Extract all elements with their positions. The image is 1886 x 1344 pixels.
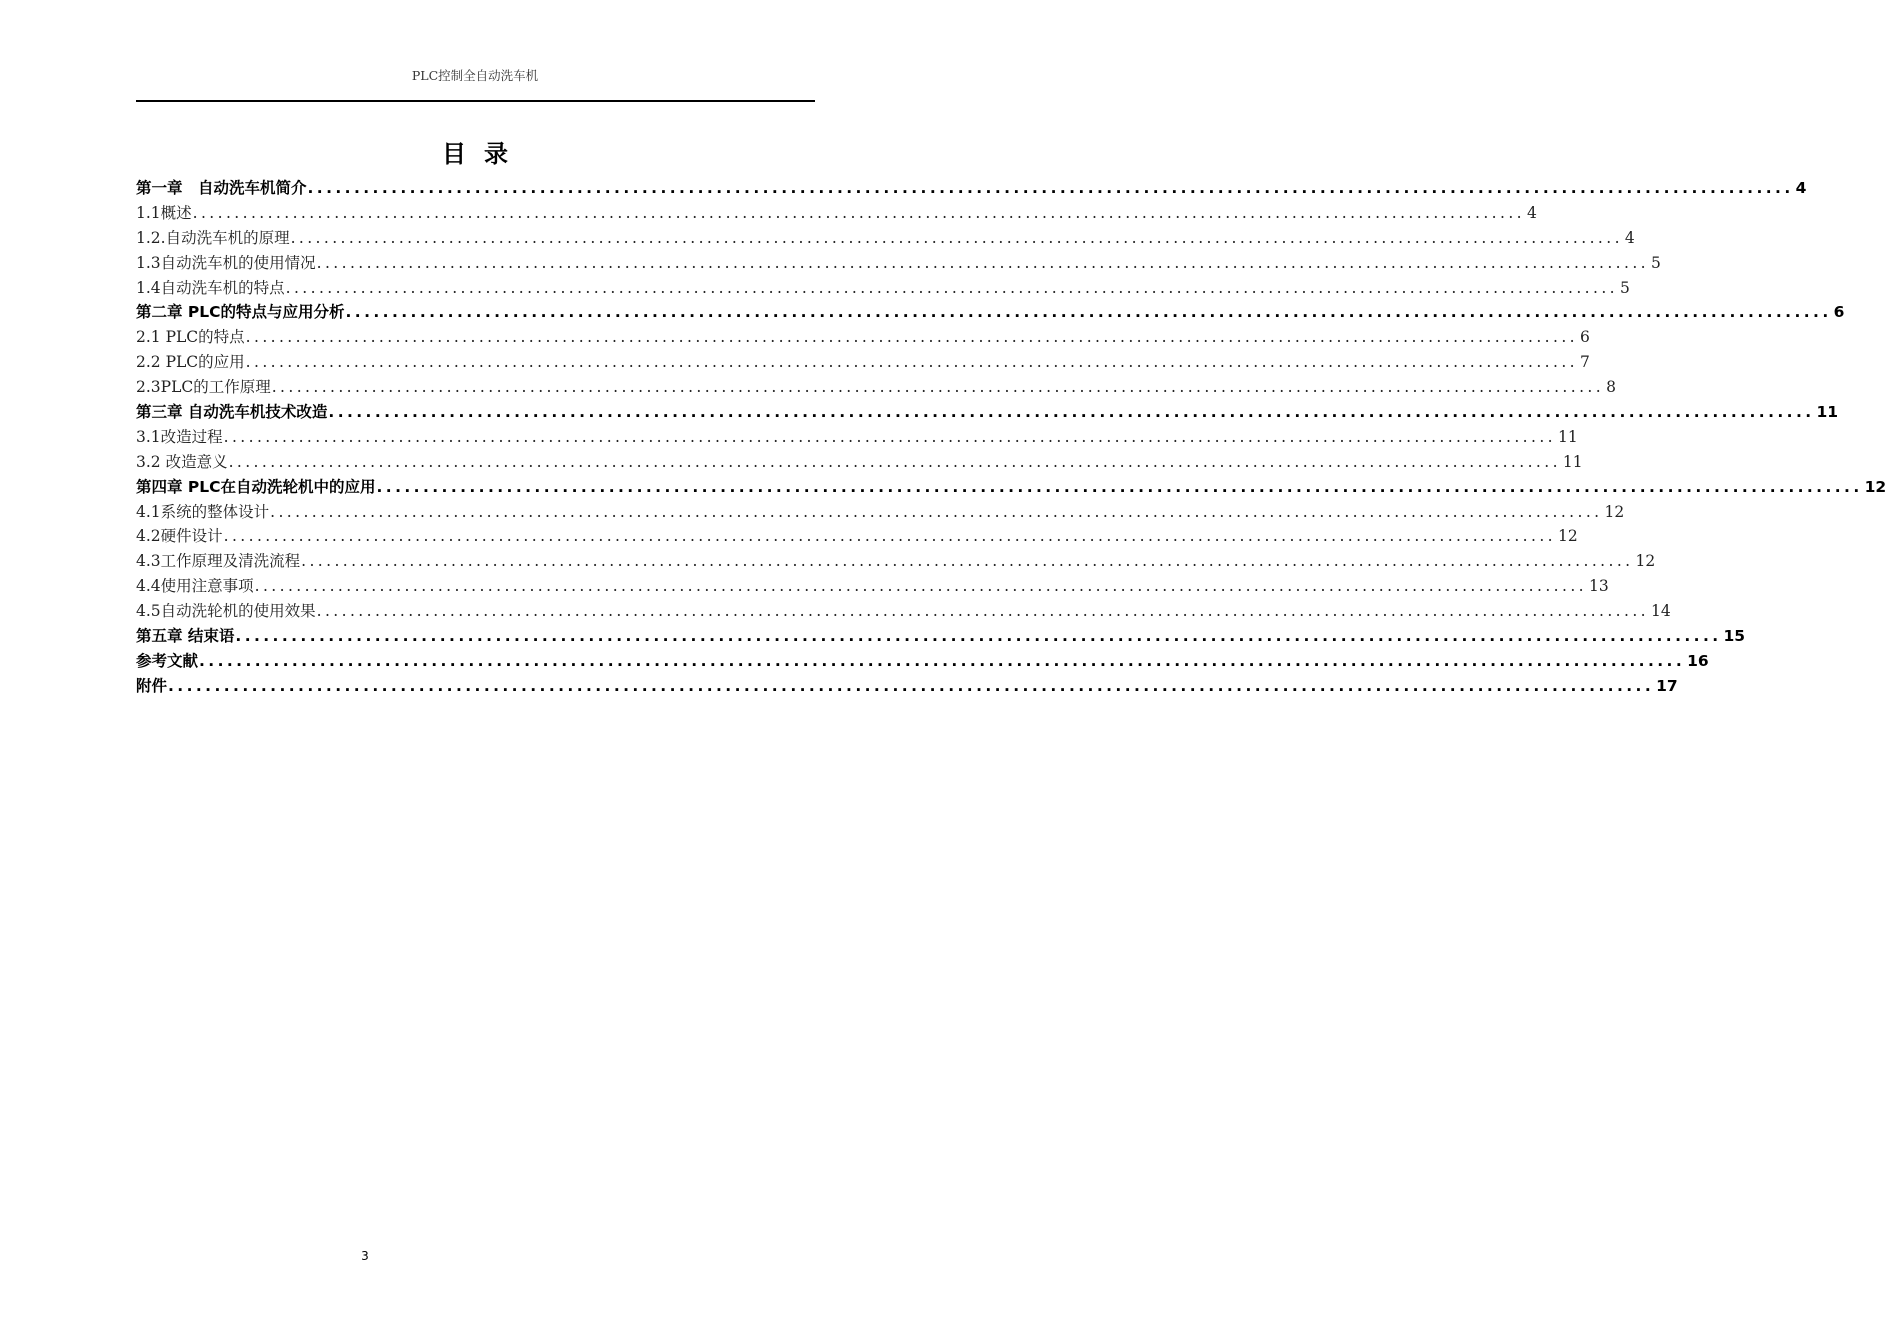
toc-entry-page: 12 <box>1557 527 1578 546</box>
toc-entry-page: 5 <box>1619 278 1630 297</box>
toc-section-entry[interactable] <box>136 276 1630 301</box>
toc-chapter-entry[interactable] <box>136 624 1746 649</box>
toc-entry-text: 3.2 改造意义 <box>136 452 228 471</box>
toc-section-entry[interactable] <box>136 425 1578 450</box>
toc-dot-leader: ................................................................................................................................................................ <box>307 179 1794 197</box>
toc-dot-leader: ................................................................................................................................................................ <box>235 627 1722 646</box>
toc-section-entry[interactable] <box>136 226 1635 251</box>
toc-entry-text: 2.2 PLC的应用 <box>136 353 245 372</box>
toc-chapter-entry[interactable] <box>136 475 1886 500</box>
toc-entry-page: 4 <box>1795 179 1807 197</box>
toc-section-entry[interactable] <box>136 375 1616 400</box>
toc-dot-leader: ................................................................................................................................................................ <box>328 403 1815 422</box>
toc-entry-text: 第五章 结束语 <box>136 627 235 646</box>
toc-entry-page: 11 <box>1816 403 1839 422</box>
toc-section-entry[interactable] <box>136 251 1661 276</box>
toc-dot-leader: ................................................................................................................................................................ <box>271 378 1605 397</box>
toc-dot-leader: ................................................................................................................................................................ <box>285 278 1618 297</box>
toc-dot-leader: ................................................................................................................................................................ <box>245 353 1578 372</box>
toc-entry-text: 4.2硬件设计 <box>136 527 223 546</box>
toc-entry-text: 2.3PLC的工作原理 <box>136 378 271 397</box>
toc-entry-text: 第三章 自动洗车机技术改造 <box>136 403 328 422</box>
page-number: 3 <box>361 1249 369 1263</box>
toc-entry-text: 1.4自动洗车机的特点 <box>136 278 285 297</box>
toc-section-entry[interactable] <box>136 524 1578 549</box>
toc-section-entry[interactable] <box>136 500 1625 525</box>
toc-entry-page: 4 <box>1526 203 1537 222</box>
toc-chapter-entry[interactable] <box>136 674 1678 699</box>
toc-dot-leader: ................................................................................................................................................................ <box>223 427 1556 446</box>
toc-entry-page: 5 <box>1650 253 1661 272</box>
toc-chapter-entry[interactable] <box>136 400 1839 425</box>
toc-dot-leader: ................................................................................................................................................................ <box>228 452 1561 471</box>
toc-entry-page: 11 <box>1562 452 1583 471</box>
header-rule <box>136 100 815 102</box>
table-of-contents <box>136 176 1886 699</box>
toc-entry-text: 参考文献 <box>136 651 199 670</box>
toc-section-entry[interactable] <box>136 549 1656 574</box>
toc-dot-leader: ................................................................................................................................................................ <box>199 651 1686 670</box>
toc-section-entry[interactable] <box>136 350 1590 375</box>
running-header: PLC控制全自动洗车机 <box>411 68 539 83</box>
toc-title: 目录 <box>442 140 526 168</box>
toc-section-entry[interactable] <box>136 574 1609 599</box>
toc-dot-leader: ................................................................................................................................................................ <box>316 253 1649 272</box>
toc-entry-page: 12 <box>1864 477 1886 496</box>
toc-dot-leader: ................................................................................................................................................................ <box>316 602 1649 621</box>
toc-entry-text: 第一章 自动洗车机简介 <box>136 179 307 197</box>
toc-entry-text: 2.1 PLC的特点 <box>136 328 245 347</box>
toc-entry-page: 15 <box>1723 627 1746 646</box>
toc-chapter-entry[interactable] <box>136 300 1845 325</box>
toc-entry-text: 3.1改造过程 <box>136 427 223 446</box>
toc-dot-leader: ................................................................................................................................................................ <box>168 676 1655 695</box>
toc-dot-leader: ................................................................................................................................................................ <box>345 303 1832 322</box>
toc-entry-page: 12 <box>1604 502 1625 521</box>
toc-entry-text: 1.3自动洗车机的使用情况 <box>136 253 316 272</box>
toc-entry-text: 4.5自动洗轮机的使用效果 <box>136 602 316 621</box>
toc-entry-page: 4 <box>1624 228 1635 247</box>
toc-entry-page: 6 <box>1580 328 1590 347</box>
toc-entry-text: 第四章 PLC在自动洗轮机中的应用 <box>136 477 376 496</box>
toc-entry-page: 12 <box>1635 552 1656 571</box>
toc-entry-text: 4.3工作原理及清洗流程 <box>136 552 301 571</box>
toc-dot-leader: ................................................................................................................................................................ <box>192 203 1525 222</box>
toc-chapter-entry[interactable] <box>136 649 1709 674</box>
toc-entry-page: 8 <box>1606 378 1616 397</box>
toc-section-entry[interactable] <box>136 450 1583 475</box>
toc-entry-page: 13 <box>1588 577 1609 596</box>
toc-dot-leader: ................................................................................................................................................................ <box>245 328 1578 347</box>
toc-dot-leader: ................................................................................................................................................................ <box>376 477 1863 496</box>
toc-entry-text: 附件 <box>136 676 168 695</box>
toc-dot-leader: ................................................................................................................................................................ <box>290 228 1623 247</box>
toc-section-entry[interactable] <box>136 599 1671 624</box>
toc-entry-page: 11 <box>1557 427 1578 446</box>
toc-section-entry[interactable] <box>136 201 1537 226</box>
toc-section-entry[interactable] <box>136 325 1590 350</box>
toc-entry-page: 17 <box>1656 676 1678 695</box>
toc-dot-leader: ................................................................................................................................................................ <box>270 502 1603 521</box>
toc-entry-page: 14 <box>1650 602 1671 621</box>
toc-chapter-entry[interactable] <box>136 176 1807 201</box>
toc-dot-leader: ................................................................................................................................................................ <box>254 577 1587 596</box>
toc-entry-page: 7 <box>1580 353 1590 372</box>
toc-entry-text: 第二章 PLC的特点与应用分析 <box>136 303 345 322</box>
toc-entry-text: 4.4使用注意事项 <box>136 577 254 596</box>
toc-entry-text: 1.1概述 <box>136 203 192 222</box>
toc-entry-text: 1.2.自动洗车机的原理 <box>136 228 290 247</box>
toc-entry-page: 6 <box>1833 303 1845 322</box>
toc-dot-leader: ................................................................................................................................................................ <box>223 527 1556 546</box>
toc-entry-text: 4.1系统的整体设计 <box>136 502 270 521</box>
toc-dot-leader: ................................................................................................................................................................ <box>301 552 1634 571</box>
toc-entry-page: 16 <box>1687 651 1709 670</box>
